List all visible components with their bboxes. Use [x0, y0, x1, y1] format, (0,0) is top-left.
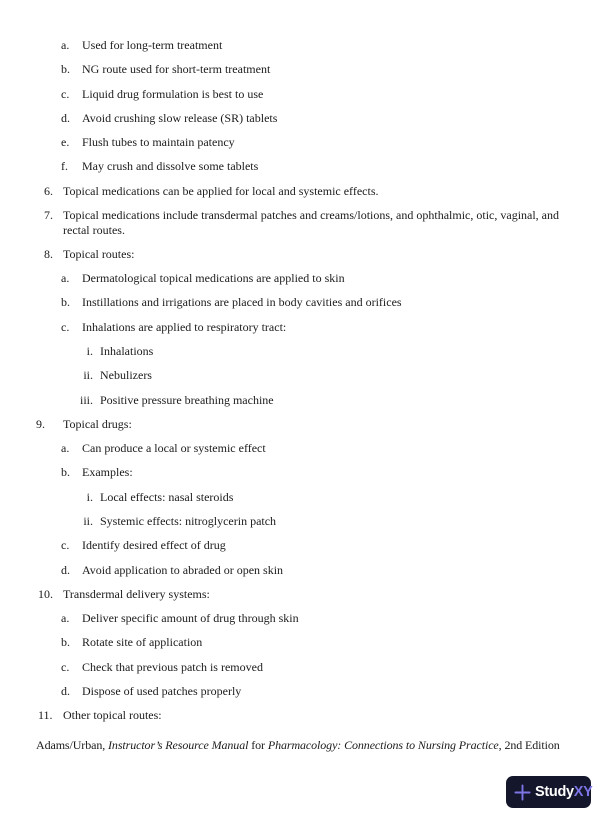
list-item — [0, 660, 612, 675]
list-item-marker: 9. — [36, 416, 45, 431]
list-item-marker: e. — [61, 135, 70, 150]
list-item-marker: ii. — [83, 513, 93, 528]
list-item-marker: d. — [61, 683, 70, 698]
list-item — [0, 490, 612, 505]
list-item-text: Positive pressure breathing machine — [100, 392, 274, 407]
list-item-marker: b. — [61, 635, 70, 650]
list-item — [0, 247, 612, 262]
list-item — [0, 441, 612, 456]
list-item — [0, 159, 612, 174]
list-item — [0, 611, 612, 626]
list-item-marker: a. — [61, 271, 70, 286]
list-item-marker: f. — [61, 159, 68, 174]
list-item-marker: iii. — [79, 392, 93, 407]
list-item-marker: d. — [61, 110, 70, 125]
list-item — [0, 344, 612, 359]
list-item — [0, 393, 612, 408]
footer-segment: for — [248, 737, 268, 752]
list-item-text: Topical drugs: — [63, 416, 132, 431]
list-item — [0, 184, 612, 199]
list-item-text: Rotate site of application — [82, 635, 203, 650]
list-item-text: Avoid application to abraded or open skin — [82, 562, 284, 577]
list-item-text: Other topical routes: — [63, 708, 162, 723]
list-item-text: Identify desired effect of drug — [82, 538, 226, 553]
studyxy-logo — [506, 776, 591, 808]
list-item-text: Inhalations are applied to respiratory tract: — [82, 319, 287, 334]
footer-segment: , 2nd Edition — [498, 737, 560, 752]
list-item — [0, 320, 612, 335]
list-item — [0, 514, 612, 529]
list-item-marker: d. — [61, 562, 70, 577]
list-item-marker: c. — [61, 319, 70, 334]
list-item-marker: c. — [61, 538, 70, 553]
list-item-marker: c. — [61, 86, 70, 101]
logo-text-primary: Study — [535, 784, 574, 800]
list-item-text: Check that previous patch is removed — [82, 659, 263, 674]
list-item — [0, 111, 612, 126]
plus-icon — [514, 784, 531, 801]
list-item-marker: a. — [61, 38, 70, 52]
list-item-text: Examples: — [82, 465, 133, 480]
list-item-text: Instillations and irrigations are placed in body cavities and orifices — [82, 295, 402, 310]
list-item-text: Deliver specific amount of drug through skin — [82, 611, 299, 626]
list-item — [0, 417, 612, 432]
list-item-text: Nebulizers — [100, 368, 152, 383]
list-item — [0, 563, 612, 578]
list-item-text: Transdermal delivery systems: — [63, 586, 210, 601]
list-item — [0, 271, 612, 286]
list-item-text: NG route used for short-term treatment — [82, 62, 271, 77]
logo-text — [535, 784, 593, 800]
list-item-marker: 7. — [44, 207, 53, 222]
list-item-marker: i. — [86, 343, 93, 358]
list-item-marker: 6. — [44, 183, 53, 198]
list-item-text: Used for long-term treatment — [82, 38, 223, 52]
list-item-marker: b. — [61, 62, 70, 77]
list-item — [0, 295, 612, 310]
list-item — [0, 368, 612, 383]
list-item-marker: c. — [61, 659, 70, 674]
list-item — [0, 135, 612, 150]
list-item-marker: 10. — [38, 586, 53, 601]
list-item-marker: b. — [61, 295, 70, 310]
list-item-text: Inhalations — [100, 343, 154, 358]
list-item-marker: a. — [61, 441, 70, 456]
list-item — [0, 708, 612, 723]
list-item — [0, 62, 612, 77]
list-item-text: Systemic effects: nitroglycerin patch — [100, 513, 277, 528]
list-item-marker: 8. — [44, 246, 53, 261]
list-item — [0, 465, 612, 480]
list-item-text: Dermatological topical medications are applied to skin — [82, 271, 345, 286]
footer-segment: Instructor’s Resource Manual — [108, 737, 249, 752]
list-item-marker: a. — [61, 611, 70, 626]
list-item-text: Topical medications include transdermal patches and creams/lotions, and ophthalmic, otic, vaginal, and rectal routes. — [63, 207, 560, 237]
logo-text-accent: XY — [573, 784, 593, 800]
list-item-text: Dispose of used patches properly — [82, 683, 242, 698]
list-item — [0, 38, 612, 53]
footer-citation — [36, 738, 576, 753]
list-item-text: Avoid crushing slow release (SR) tablets — [82, 110, 278, 125]
list-item — [0, 635, 612, 650]
list-item — [0, 208, 612, 237]
list-item-marker: b. — [61, 465, 70, 480]
footer-segment: Pharmacology: Connections to Nursing Practice — [267, 737, 499, 752]
list-item-text: Topical medications can be applied for local and systemic effects. — [63, 183, 379, 198]
list-item-marker: ii. — [83, 368, 93, 383]
list-item — [0, 684, 612, 699]
list-item-text: May crush and dissolve some tablets — [82, 159, 259, 174]
list-item-text: Flush tubes to maintain patency — [82, 135, 235, 150]
list-item-marker: i. — [86, 489, 93, 504]
list-item — [0, 538, 612, 553]
list-item-text: Topical routes: — [63, 246, 135, 261]
list-item-marker: 11. — [38, 708, 53, 723]
list-item — [0, 587, 612, 602]
footer-segment: Adams/Urban, — [36, 737, 109, 752]
list-item-text: Local effects: nasal steroids — [100, 489, 234, 504]
list-item-text: Can produce a local or systemic effect — [82, 441, 266, 456]
list-item — [0, 87, 612, 102]
list-item-text: Liquid drug formulation is best to use — [82, 86, 264, 101]
